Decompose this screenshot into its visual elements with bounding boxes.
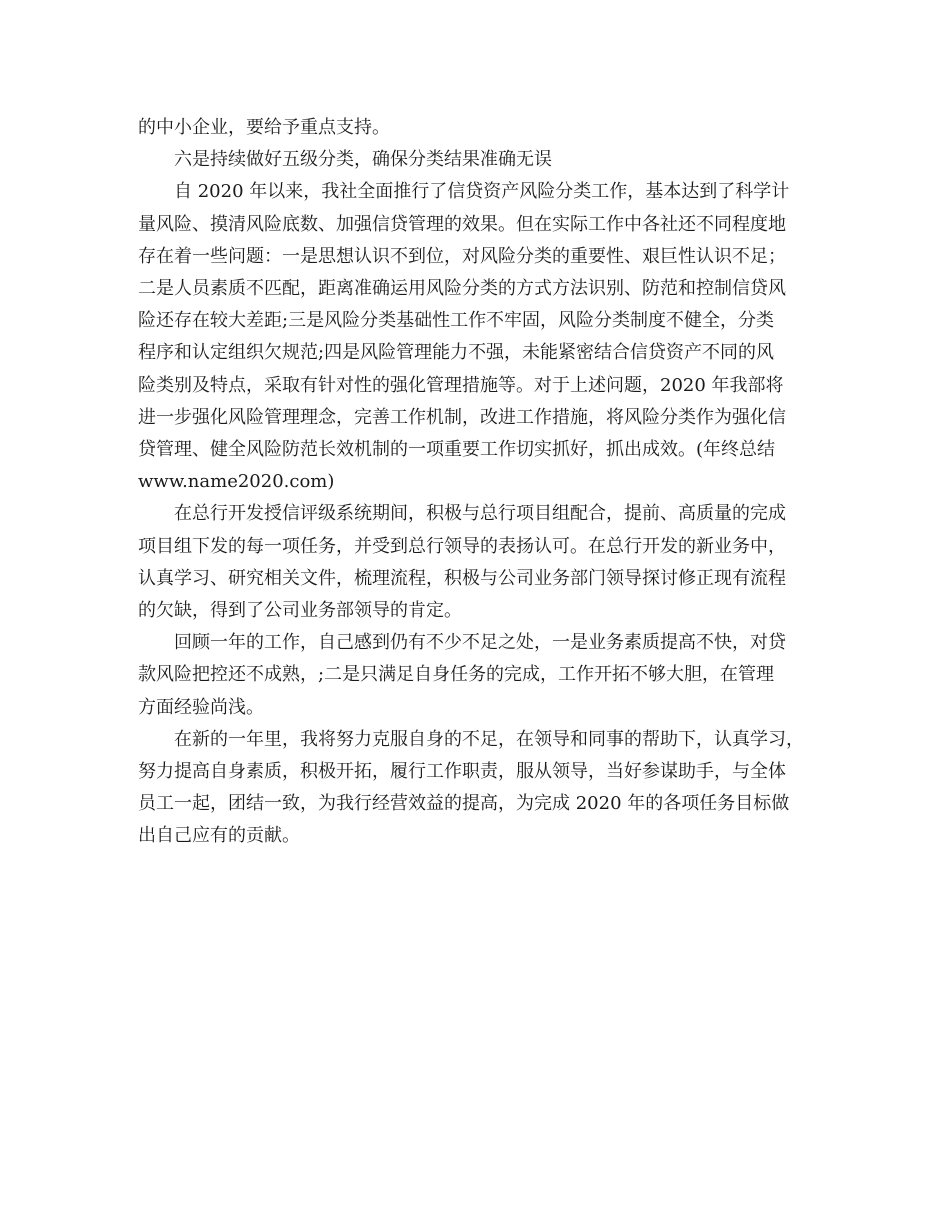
text-line: 的欠缺，得到了公司业务部领导的肯定。 bbox=[138, 600, 462, 622]
paragraph-3 bbox=[138, 176, 818, 498]
text-line: 认真学习、研究相关文件，梳理流程，积极与公司业务部门领导探讨修正现有流程 bbox=[138, 567, 786, 589]
paragraph-2-heading bbox=[138, 144, 818, 176]
text-line: 在新的一年里，我将努力克服自身的不足，在领导和同事的帮助下，认真学习， bbox=[174, 728, 804, 750]
paragraph-1 bbox=[138, 112, 818, 144]
text-line: 项目组下发的每一项任务，并受到总行领导的表扬认可。在总行开发的新业务中， bbox=[138, 535, 786, 557]
text-line: 的中小企业，要给予重点支持。 bbox=[138, 117, 390, 138]
paragraph-4 bbox=[138, 498, 818, 627]
text-line: 款风险把控还不成熟，;二是只满足自身任务的完成，工作开拓不够大胆，在管理 bbox=[138, 664, 775, 686]
text-line: 贷管理、健全风险防范长效机制的一项重要工作切实抓好，抓出成效。(年终总结 bbox=[138, 439, 776, 461]
text-line: 方面经验尚浅。 bbox=[138, 696, 264, 718]
text-line: 程序和认定组织欠规范;四是风险管理能力不强，未能紧密结合信贷资产不同的风 bbox=[138, 342, 775, 364]
text-line: 在总行开发授信评级系统期间，积极与总行项目组配合，提前、高质量的完成 bbox=[174, 503, 786, 525]
text-line: 量风险、摸清风险底数、加强信贷管理的效果。但在实际工作中各社还不同程度地 bbox=[138, 213, 786, 235]
text-line: 努力提高自身素质，积极开拓，履行工作职责，服从领导，当好参谋助手，与全体 bbox=[138, 761, 786, 783]
document-body bbox=[138, 112, 818, 853]
paragraph-5 bbox=[138, 627, 818, 724]
text-line: 险类别及特点，采取有针对性的强化管理措施等。对于上述问题，2020 年我部将 bbox=[138, 374, 784, 396]
text-line: www.name2020.com) bbox=[138, 471, 335, 493]
text-line: 员工一起，团结一致，为我行经营效益的提高，为完成 2020 年的各项任务目标做 bbox=[138, 793, 790, 815]
text-line: 险还存在较大差距;三是风险分类基础性工作不牢固，风险分类制度不健全，分类 bbox=[138, 310, 775, 332]
paragraph-6 bbox=[138, 724, 818, 853]
text-line: 回顾一年的工作，自己感到仍有不少不足之处，一是业务素质提高不快，对贷 bbox=[174, 632, 786, 654]
text-line: 出自己应有的贡献。 bbox=[138, 825, 300, 847]
text-line: 进一步强化风险管理理念，完善工作机制，改进工作措施，将风险分类作为强化信 bbox=[138, 406, 786, 428]
text-line: 二是人员素质不匹配，距离准确运用风险分类的方式方法识别、防范和控制信贷风 bbox=[138, 278, 786, 300]
text-line: 六是持续做好五级分类，确保分类结果准确无误 bbox=[174, 149, 552, 171]
text-line: 自 2020 年以来，我社全面推行了信贷资产风险分类工作，基本达到了科学计 bbox=[174, 181, 790, 203]
text-line: 存在着一些问题：一是思想认识不到位，对风险分类的重要性、艰巨性认识不足； bbox=[138, 245, 786, 267]
